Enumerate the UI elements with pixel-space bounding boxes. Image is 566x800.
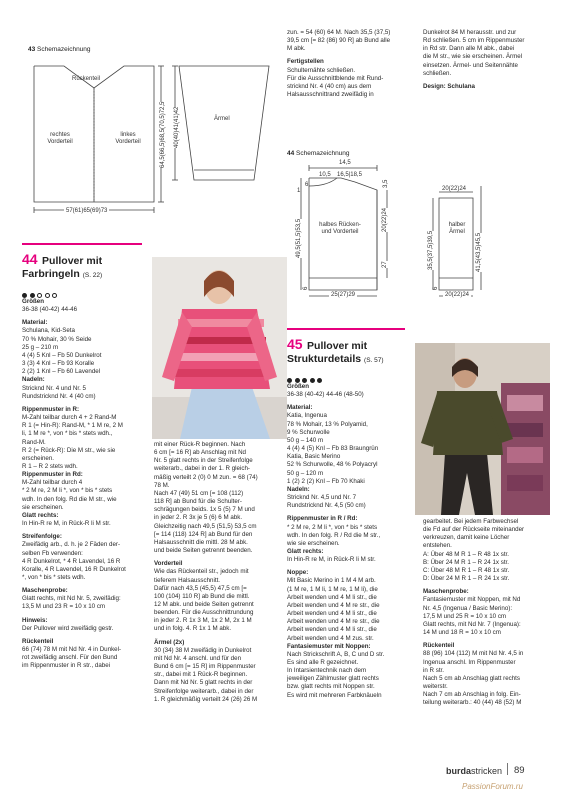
brand-name: burda <box>446 766 472 776</box>
text-line: Koralle, 4 R Lavendel, 16 R Dunkelrot <box>22 565 126 573</box>
text-line: str., dabei mit 1 Rück-R beginnen. <box>154 671 248 679</box>
label-half-sleeve: halber Ärmel <box>448 222 466 235</box>
dim-sleeve-top: 20(22)24 <box>442 186 467 192</box>
text-line: weiterarb., dabei in der 1. R gleich- <box>154 465 250 473</box>
text-line: Ingenua anschl. Im Rippenmuster <box>423 658 516 666</box>
text-line: Maschenprobe: <box>22 587 68 595</box>
text-line: Katia, Ingenua <box>287 412 327 420</box>
text-line: schließen. <box>423 69 452 77</box>
text-line: Zweifädig arb., d. h. je 2 Fäden der- <box>22 541 121 549</box>
dim-width: 57(61)65(69)73 <box>66 208 108 214</box>
text-line: [= 114 (118) 124 R] ab Bund für den <box>154 530 253 538</box>
text-line: 88 (96) 104 (112) M mit Nd Nr. 4,5 in <box>423 650 524 658</box>
text-line: Dann mit Nd Nr. 5 glatt rechts in der <box>154 679 253 687</box>
text-line: in jeder 2. R 3x je 5 (6) 6 M abk. <box>154 514 243 522</box>
text-line: 1. R gleichmäßig verteilt 24 (26) 26 M <box>154 695 258 703</box>
text-line: Nach Strickschrift A, B, C und D str. <box>287 650 385 658</box>
text-line: in jeder 2. R 1x 3 M, 1x 2 M, 2x 1 M <box>154 617 252 625</box>
text-line: Nach 5 cm ab Anschlag glatt rechts <box>423 674 520 682</box>
dim-sleeve-rib: 6 <box>433 286 439 290</box>
text-line: erscheinen. <box>22 454 54 462</box>
text-line: Rundstricknd Nr. 4 (40 cm) <box>22 392 96 400</box>
text-line: wdh. In den folg. Rd die M str., wie <box>22 495 117 503</box>
text-line: Nadeln: <box>287 485 310 493</box>
figure-44 <box>287 150 547 300</box>
text-line: 4 (4) 5 Knl – Fb 50 Dunkelrot <box>22 351 102 359</box>
text-line: Arbeit wenden und 4 M li str., die <box>287 610 377 618</box>
text-line: die Fd auf der Rückseite miteinander <box>423 526 525 534</box>
text-line: 78 M. <box>154 481 170 489</box>
pattern-number: 45 <box>287 336 303 352</box>
pattern-44-title-line2 <box>22 269 147 281</box>
text-line: 2 (2) 1 Knl – Fb 60 Lavendel <box>22 368 101 376</box>
dim-depth-right: 3,5 <box>383 179 389 188</box>
text-line: 4 R Dunkelrot, * 4 R Lavendel, 16 R <box>22 557 121 565</box>
dim-armhole: 20(22)24 <box>382 207 388 232</box>
text-line: einsetzen. Ärmel- und Seitennähte <box>423 61 518 69</box>
text-line: selben Fb verwenden: <box>22 549 83 557</box>
text-line: 118 R] ab Bund für die Schulter- <box>154 498 242 506</box>
text-line: Glatt rechts: <box>287 547 324 555</box>
photo-pattern-44 <box>152 257 287 439</box>
text-line: 52 % Schurwolle, 48 % Polyacryl <box>287 461 378 469</box>
text-line: M-Zahl teilbar durch 4 + 2 Rand-M <box>22 414 117 422</box>
text-line: Rückenteil <box>423 642 455 650</box>
pattern-title-line2: Farbringeln <box>22 268 80 280</box>
page-reference: (S. 22) <box>82 272 103 279</box>
text-line: R 1 – R 2 stets wdh. <box>22 462 78 470</box>
dim-neck-mid-value: 16,5 <box>337 172 349 178</box>
text-line: 50 g – 120 m <box>287 469 324 477</box>
text-line: Glatt rechts: <box>22 511 59 519</box>
text-column-top-2 <box>423 29 548 91</box>
text-column-top-1 <box>287 29 422 99</box>
text-line: Material: <box>287 404 313 412</box>
text-line: Glatt rechts, mit Nd Nr. 7 (Ingenua): <box>423 620 521 628</box>
text-line: 78 % Mohair, 13 % Polyamid, <box>287 420 368 428</box>
text-line: * 2 M re, 2 M li *, von * bis * stets <box>22 487 113 495</box>
text-line: Schulana, Kid-Seta <box>22 327 75 335</box>
text-line: Rippenmuster in R / Rd: <box>287 515 358 523</box>
text-line: tieferem Halsausschnitt. <box>154 576 221 584</box>
text-line: mit einer Rück-R beginnen. Nach <box>154 441 246 448</box>
text-line: (1 M re, 1 M li, 1 M re, 1 M li), die <box>287 585 378 593</box>
text-line: Vorderteil <box>154 560 183 568</box>
text-line: Rundstricknd Nr. 4,5 (50 cm) <box>287 502 366 510</box>
figure-caption-text: Schemazeichnung <box>296 150 350 157</box>
text-line: 36-38 (40-42) 44-46 <box>22 306 78 314</box>
text-line: Streifenfolge weiterarb., dabei in der <box>154 687 254 695</box>
text-line: schrägungen beids. 1x 5 (5) 7 M und <box>154 506 255 514</box>
dim-neck-right-value: 18,5 <box>350 172 362 178</box>
schematic-43 <box>24 40 274 220</box>
pattern-44-text-left <box>22 298 152 671</box>
text-line: Arbeit wenden und 4 M re str., die <box>287 618 380 626</box>
text-line: Rückenteil <box>22 637 54 645</box>
text-line: Größen <box>22 298 45 305</box>
pattern-45-header <box>287 328 407 388</box>
pattern-44-title <box>22 251 147 269</box>
text-line: Stricknd Nr. 4,5 und Nr. 7 <box>287 494 357 502</box>
text-line: gearbeitet. Bei jedem Farbwechsel <box>423 518 519 525</box>
text-line: Noppe: <box>287 569 309 577</box>
text-line: Nr. 4,5 (Ingenua / Basic Merino): <box>423 604 513 612</box>
text-line: rot zweifädig anschl. Für den Bund <box>22 654 118 662</box>
text-line: R 1 (= Hin-R): Rand-M, * 1 M re, 2 M <box>22 422 123 430</box>
text-line: Rippenmuster in Rd: <box>22 471 83 479</box>
pattern-45-text-left <box>287 383 415 700</box>
text-line: verkreuzen, damit keine Löcher <box>423 534 510 542</box>
pattern-44-text-right <box>154 441 284 704</box>
text-line: Rippenmuster in R: <box>22 405 80 413</box>
watermark: PassionForum.ru <box>462 782 523 791</box>
text-line: Mit Basic Merino in 1 M 4 M arb. <box>287 577 376 585</box>
text-line: Stricknd Nr. 4 und Nr. 5 <box>22 384 86 392</box>
dim-bottom-width: 25(27)29 <box>331 292 356 298</box>
text-line: in R str. <box>423 666 444 674</box>
text-line: D: Über 24 M R 1 – R 24 1x str. <box>423 575 510 583</box>
text-line: M abk. <box>287 45 306 53</box>
text-line: sie erscheinen. <box>22 503 64 511</box>
text-line: 25 g – 210 m <box>22 343 59 351</box>
text-line: 50 g – 140 m <box>287 436 324 444</box>
dim-neck-left: 10,5 <box>319 172 331 178</box>
text-line: Es wird mit mehreren Farbknäueln <box>287 691 382 699</box>
text-line: 100 (104) 110 R] ab Bund die mittl. <box>154 592 250 600</box>
text-line: und in folg. 4. R 1x 1 M abk. <box>154 625 232 633</box>
label-sleeve: Ärmel <box>214 116 230 122</box>
dim-bottom-rib: 6 <box>303 286 309 290</box>
pattern-number: 44 <box>22 251 38 267</box>
text-line: 66 (74) 78 M mit Nd Nr. 4 in Dunkel- <box>22 646 122 654</box>
text-line: Fertigstellen <box>287 58 324 66</box>
pattern-title-line1: Pullover mit <box>42 255 103 267</box>
text-line: Fantasiemuster mit Noppen, mit Nd <box>423 596 521 604</box>
photo-pattern-45 <box>415 343 550 515</box>
text-line: Arbeit wenden und 4 M zus. str. <box>287 634 374 642</box>
pattern-title-line2: Strukturdetails <box>287 353 362 365</box>
text-line: 12 M abk. und beide Seiten getrennt <box>154 600 254 608</box>
text-line: Gleichzeitig nach 49,5 (51,5) 53,5 cm <box>154 522 257 530</box>
text-line: Nach 47 (49) 51 cm [= 108 (112) <box>154 489 244 497</box>
text-line: die M str., wie sie erscheinen. Ärmel <box>423 53 523 61</box>
dim-height: 64,5(66,5)68,5(70,5)72,5 <box>160 101 166 168</box>
text-line: 4 (4) 4 (5) Knl – Fb 83 Braungrün <box>287 445 379 453</box>
pattern-44-header <box>22 243 147 303</box>
text-line: jeweiligen Zählmuster glatt rechts <box>287 675 379 683</box>
text-line: Dunkelrot 84 M herausstr. und zur <box>423 29 517 36</box>
text-line: Nach 7 cm ab Anschlag in folg. Ein- <box>423 691 521 699</box>
text-line: Nr. 5 glatt rechts in der Streifenfolge <box>154 457 253 465</box>
text-line: mit Nd Nr. 4 anschl. und für den <box>154 654 242 662</box>
label-front-left: linkes Vorderteil <box>115 132 141 145</box>
text-line: Schulternähte schließen. <box>287 66 356 74</box>
text-line: * 2 M re, 2 M li *, von * bis * stets <box>287 523 378 531</box>
text-line: teilung weiterarb.: 40 (44) 48 (52) M <box>423 699 522 707</box>
text-line: Maschenprobe: <box>423 588 469 596</box>
dim-top-width: 14,5 <box>339 160 351 166</box>
text-line: R 2 (= Rück-R): Die M str., wie sie <box>22 446 116 454</box>
text-line: bzw. glatt rechts mit Noppen str. <box>287 683 375 691</box>
dim-body-length: 49,5(51,5)53,5 <box>296 218 302 258</box>
text-line: 39,5 cm [= 82 (86) 90 R] ab Bund alle <box>287 37 391 45</box>
text-line: Nadeln: <box>22 376 45 384</box>
text-line: C: Über 48 M R 1 – R 48 1x str. <box>423 566 510 574</box>
page-number: 89 <box>514 765 525 776</box>
text-line: li, 1 M re *, von * bis * stets wdh., <box>22 430 113 438</box>
text-line: In Hin-R re M, in Rück-R li M str. <box>287 556 376 564</box>
dim-sleeve-length-1: 35,5(37,5)39,5 <box>428 230 434 270</box>
dim-neck-depth-2: 6 <box>305 182 309 188</box>
dim-neck-depth: 1 <box>297 188 301 194</box>
text-line: Streifenfolge: <box>22 533 62 541</box>
text-line: weiterstr. <box>423 682 448 690</box>
figure-number: 44 <box>287 150 295 157</box>
text-line: Es sind alle R gezeichnet. <box>287 659 359 666</box>
text-line: Halsausschnitt die mittl. 28 M abk. <box>154 538 248 546</box>
divider <box>22 243 142 245</box>
dim-body-height: 27 <box>382 261 388 268</box>
text-line: im Rippenmuster in R str., dabei <box>22 662 111 670</box>
text-line: und beide Seiten getrennt beenden. <box>154 547 253 555</box>
text-line: Rand-M. <box>22 438 46 446</box>
text-line: Arbeit wenden und 4 M re str., die <box>287 601 380 609</box>
text-line: A: Über 48 M R 1 – R 48 1x str. <box>423 550 509 558</box>
text-line: 9 % Schurwolle <box>287 428 330 436</box>
text-line: Für die Ausschnittblende mit Rund- <box>287 74 384 82</box>
text-line: *, von * bis * stets wdh. <box>22 574 86 581</box>
photo-45-illustration <box>415 343 550 515</box>
brand-name-suffix: stricken <box>471 766 503 776</box>
text-line: stricknd Nr. 4 (40 cm) aus dem <box>287 82 372 90</box>
text-line: 36-38 (40-42) 44-46 (48-50) <box>287 391 364 399</box>
text-line: 17,5 M und 25 R = 10 x 10 cm <box>423 612 507 620</box>
text-line: beenden. Für die Ausschnittrundung <box>154 609 254 617</box>
footer-divider <box>507 763 508 775</box>
dim-sleeve-length-2: 41,5(43,5)45,5 <box>476 232 482 272</box>
pattern-45-title-line2 <box>287 354 407 366</box>
text-line: Ärmel (2x) <box>154 638 185 646</box>
text-line: 13,5 M und 23 R = 10 x 10 cm <box>22 603 106 611</box>
text-line: 14 M und 18 R = 10 x 10 cm <box>423 629 501 637</box>
page-reference: (S. 57) <box>364 357 384 364</box>
figure-43 <box>24 40 274 220</box>
dim-neck-mid: 16,5|18,5 <box>337 172 362 178</box>
text-line: Glatt rechts, mit Nd Nr. 5, zweifädig: <box>22 595 121 603</box>
text-line: entstehen. <box>423 542 452 550</box>
text-line: In Intarsientechnik nach dem <box>287 667 367 675</box>
text-line: Der Pullover wird zweifädig gestr. <box>22 624 114 632</box>
text-line: Wie das Rückenteil str., jedoch mit <box>154 568 249 576</box>
text-line: in Rd str. Dann alle M abk., dabei <box>423 45 515 53</box>
pattern-45-text-right <box>423 518 551 707</box>
text-line: In Hin-R re M, in Rück-R li M str. <box>22 520 111 528</box>
dim-sleeve-bottom: 20(22)24 <box>445 292 470 298</box>
text-line: 70 % Mohair, 30 % Seide <box>22 335 92 343</box>
label-front-right: rechtes Vorderteil <box>47 132 73 145</box>
text-line: Material: <box>22 319 48 327</box>
text-line: Katia, Basic Merino <box>287 453 341 461</box>
text-line: Dafür nach 43,5 (45,5) 47,5 cm [= <box>154 584 247 592</box>
text-line: mäßig verteilt 2 (0) 0 M zun. = 68 (74) <box>154 473 258 481</box>
text-line: 6 cm [= 16 R] ab Anschlag mit Nd <box>154 449 246 457</box>
text-line: Größen <box>287 383 310 390</box>
text-line: Rd schließen. 5 cm im Rippenmuster <box>423 37 525 45</box>
text-line: Hinweis: <box>22 616 48 624</box>
figure-number: 43 <box>28 46 36 53</box>
dim-sleeve: 40(40)41(41)42 <box>174 106 180 148</box>
pattern-45-title <box>287 336 407 354</box>
text-line: B: Über 24 M R 1 – R 24 1x str. <box>423 558 509 566</box>
footer-brand <box>446 766 502 776</box>
text-line: wdh. In den folg. R / Rd die M str., <box>287 531 381 539</box>
text-line: Fantasiemuster mit Noppen: <box>287 642 371 650</box>
pattern-title-line1: Pullover mit <box>307 340 368 352</box>
text-line: zun. = 54 (60) 64 M. Nach 35,5 (37,5) <box>287 29 391 36</box>
photo-44-illustration <box>152 257 287 439</box>
label-back: Rückenteil <box>72 76 101 82</box>
text-line: Arbeit wenden und 4 M li str., die <box>287 626 377 634</box>
figure-caption-text: Schemazeichnung <box>37 46 91 53</box>
text-line: Design: Schulana <box>423 82 475 90</box>
label-half-body: halbes Rücken- und Vorderteil <box>319 222 361 235</box>
text-line: Arbeit wenden und 4 M li str., die <box>287 593 377 601</box>
text-line: wie sie erscheinen. <box>287 539 340 547</box>
text-line: Halsausschnittrand zweifädig in <box>287 91 374 99</box>
divider <box>287 328 405 330</box>
text-line: 3 (3) 4 Knl – Fb 93 Koralle <box>22 360 95 368</box>
text-line: 1 (2) 2 (2) Knl – Fb 70 Khaki <box>287 477 365 485</box>
text-line: Bund 6 cm [= 15 R] im Rippenmuster <box>154 663 256 671</box>
text-line: M-Zahl teilbar durch 4 <box>22 479 83 487</box>
text-line: 30 (34) 38 M zweifädig in Dunkelrot <box>154 646 252 654</box>
